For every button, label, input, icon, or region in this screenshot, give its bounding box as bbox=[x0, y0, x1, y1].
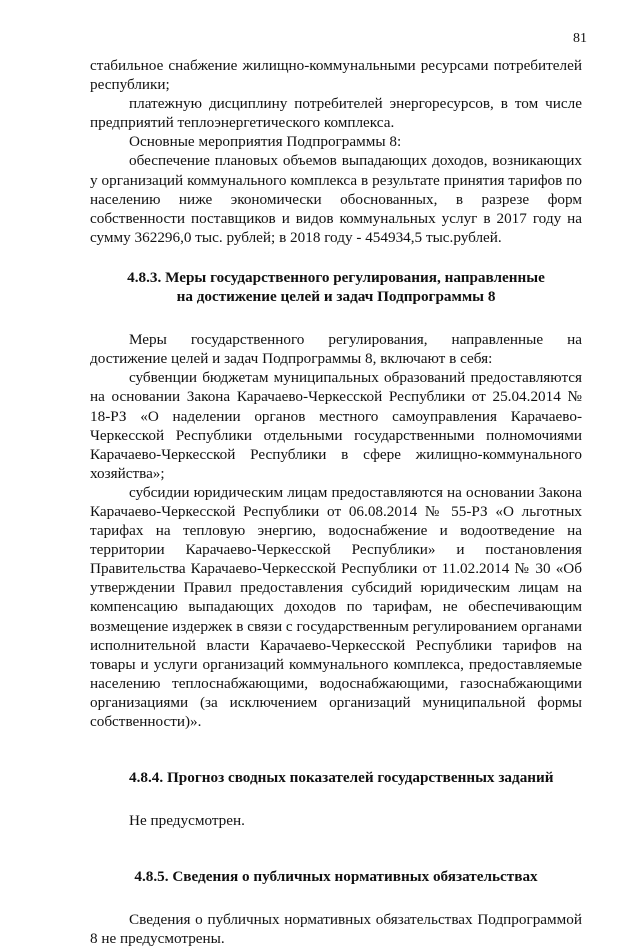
section-4-8-5-text: Сведения о публичных нормативных обязательствах Подпрограммой 8 не предусмотрены. bbox=[90, 911, 582, 948]
paragraph-regulation-measures: Меры государственного регулирования, направленные на достижение целей и задач Подпрограммы 8, включают в себя: bbox=[90, 331, 582, 368]
section-4-8-3-heading-line2: на достижение целей и задач Подпрограммы 8 bbox=[176, 288, 496, 306]
section-4-8-5-heading: 4.8.5. Сведения о публичных нормативных обязательствах bbox=[134, 868, 538, 886]
section-4-8-4-text: Не предусмотрен. bbox=[129, 812, 245, 830]
paragraph-main-activities: Основные мероприятия Подпрограммы 8: bbox=[129, 133, 402, 151]
page-number: 81 bbox=[573, 31, 587, 46]
paragraph-supply: стабильное снабжение жилищно-коммунальными ресурсами потребителей республики; bbox=[90, 57, 582, 94]
section-4-8-3-heading bbox=[90, 268, 582, 306]
paragraph-subventions: субвенции бюджетам муниципальных образований предоставляются на основании Закона Карачаево-Черкесской Республики от 25.04.2014 № 18-РЗ «О наделении органов местного самоуправления Карачаево-Черкесской Республики отдельными государственными полномочиями Карачаево-Черкесской Республики в сфере жилищно-коммунального хозяйства»; bbox=[90, 369, 582, 482]
paragraph-payment-discipline: платежную дисциплину потребителей энергоресурсов, в том числе предприятий теплоэнергетического комплекса. bbox=[90, 95, 582, 132]
paragraph-planned-income: обеспечение плановых объемов выпадающих доходов, возникающих у организаций коммунального комплекса в результате принятия тарифов по населению ниже экономически обоснованных, в разрезе форм собственности поставщиков и видов коммунальных услуг в 2017 году на сумму 362296,0 тыс. рублей; в 2018 году - 454934,5 тыс.рублей. bbox=[90, 152, 582, 246]
paragraph-subsidies: субсидии юридическим лицам предоставляются на основании Закона Карачаево-Черкесской Республики от 06.08.2014 № 55-РЗ «О льготных тарифах на тепловую энергию, водоснабжение и водоотведение на территории Карачаево-Черкесской Республики» и постановления Правительства Карачаево-Черкесской Республики от 11.02.2014 № 30 «Об утверждении Правил предоставления субсидий юридическим лицам на компенсацию выпадающих доходов по тарифам, не обеспечивающим возмещение издержек в связи с государственным регулированием органами исполнительной власти Карачаево-Черкесской Республики тарифов на товары и услуги организаций коммунального комплекса, предоставляемые населению теплоснабжающими, водоснабжающими, газоснабжающими организациями (за исключением организаций муниципальной формы собственности)». bbox=[90, 483, 582, 730]
section-4-8-3-heading-line1: 4.8.3. Меры государственного регулирования, направленные bbox=[127, 268, 545, 286]
document-body bbox=[90, 56, 582, 949]
section-4-8-4-heading: 4.8.4. Прогноз сводных показателей государственных заданий bbox=[129, 769, 554, 787]
